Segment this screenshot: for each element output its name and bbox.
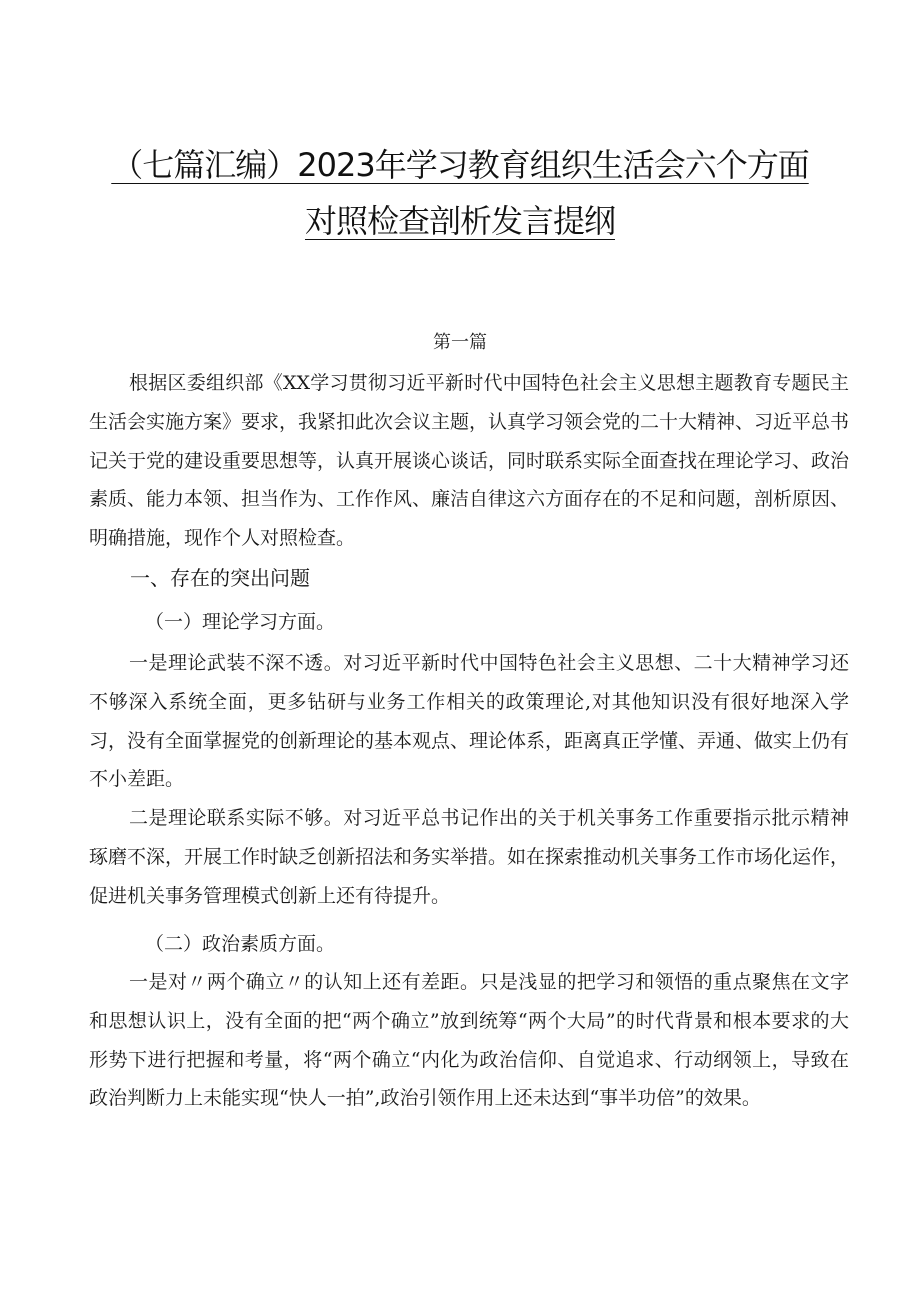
title-line-1-text: （七篇汇编）2023年学习教育组织生活会六个方面 bbox=[111, 146, 809, 184]
sub-heading-politics: （二）政治素质方面。 bbox=[145, 933, 336, 955]
intro-paragraph: 根据区委组织部《XX学习贯彻习近平新时代中国特色社会主义思想主题教育专题民主生活会实施方案》要求，我紧扣此次会议主题，认真学习领会党的二十大精神、习近平总书记关于党的建设重要思想等，认真开展谈心谈话，同时联系实际全面查找在理论学习、政治素质、能力本领、担当作为、工作作风、廉洁自律这六方面存在的不足和问题，剖析原因、明确措施，现作个人对照检查。 bbox=[89, 372, 850, 550]
sub-heading-theory: （一）理论学习方面。 bbox=[145, 611, 336, 633]
document-title-line-1 bbox=[0, 140, 920, 186]
theory-paragraph-2: 二是理论联系实际不够。对习近平总书记作出的关于机关事务工作重要指示批示精神琢磨不深，开展工作时缺乏创新招法和务实举措。如在探索推动机关事务工作市场化运作，促进机关事务管理模式创新上还有待提升。 bbox=[89, 807, 850, 907]
intro-block bbox=[89, 364, 849, 558]
theory-block bbox=[89, 644, 849, 916]
politics-block bbox=[89, 963, 849, 1118]
title-line-2-text: 对照检查剖析发言提纲 bbox=[304, 202, 615, 240]
theory-paragraph-1: 一是理论武装不深不透。对习近平新时代中国特色社会主义思想、二十大精神学习还不够深入系统全面，更多钻研与业务工作相关的政策理论,对其他知识没有很好地深入学习，没有全面掌握党的创新理论的基本观点、理论体系，距离真正学懂、弄通、做实上仍有不小差距。 bbox=[89, 652, 850, 791]
part-label: 第一篇 bbox=[433, 332, 487, 353]
politics-paragraph-1: 一是对〃两个确立〃的认知上还有差距。只是浅显的把学习和领悟的重点聚焦在文字和思想认识上，没有全面的把“两个确立”放到统筹“两个大局”的时代背景和根本要求的大形势下进行把握和考量，将“两个确立“内化为政治信仰、自觉追求、行动纲领上，导致在政治判断力上未能实现“快人一拍”,政治引领作用上还未达到“事半功倍”的效果。 bbox=[89, 971, 849, 1110]
section-heading-problems: 一、存在的突出问题 bbox=[130, 566, 310, 590]
document-title-line-2 bbox=[0, 196, 920, 242]
